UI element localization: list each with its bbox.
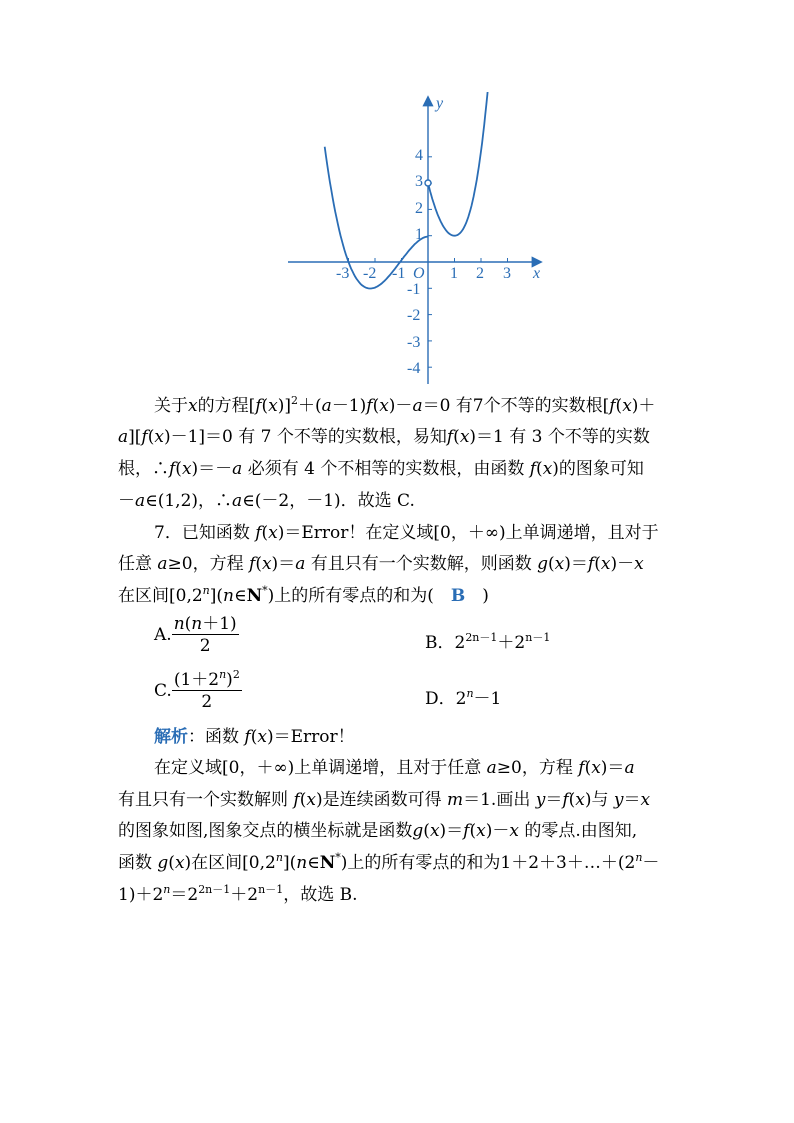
analysis-line-1: 解析：函数 f(x)＝Error！ [154, 727, 355, 747]
x-tick-label: -3 [336, 265, 350, 282]
y-tick-label: 1 [415, 226, 423, 243]
x-tick-label: 1 [450, 265, 458, 282]
option-d: D．$2^n-1$ [425, 687, 502, 709]
analysis-line-3: 有且只有一个实数解则 f(x)是连续函数可得 m＝1.画出 y＝f(x)与 y＝x [118, 790, 651, 810]
y-tick-label: 4 [415, 147, 423, 164]
analysis-line-2: 在定义域[0，＋∞)上单调递增，且对于任意 a≥0，方程 f(x)＝a [154, 758, 635, 778]
y-tick-label: -2 [407, 307, 421, 324]
x-tick-label: -2 [363, 265, 377, 282]
analysis-label: 解析 [154, 727, 188, 747]
prev-solution-line-3: 根，∴f(x)＝－a 必须有 4 个不相等的实数根，由函数 f(x)的图象可知 [118, 459, 644, 479]
option-c-fraction: $\frac{(1+2^n)^2}{2}$ [173, 668, 240, 712]
y-tick-label: -3 [407, 334, 421, 351]
analysis-line-5: 函数 g(x)在区间[0,2$^n$](n∈N*)上的所有零点的和为$1+2+3+\dots+(2^n-$ [118, 851, 660, 873]
y-tick-label: -4 [407, 360, 421, 377]
question-line-3: 在区间[0,2$^n$](n∈N*)上的所有零点的和为( B ) [118, 584, 489, 606]
question-line-2: 任意 a≥0，方程 f(x)＝a 有且只有一个实数解，则函数 g(x)＝f(x)－x [118, 554, 644, 574]
question-line-1: 7．已知函数 f(x)＝Error！在定义域[0，＋∞)上单调递增，且对于 [154, 523, 659, 543]
prev-solution-line-4: －a∈(1,2)，∴a∈(－2，－1)．故选 C. [118, 491, 415, 511]
y-axis-label: y [436, 95, 444, 112]
curve-right-branch [428, 92, 502, 236]
x-tick-label: -1 [392, 265, 406, 282]
option-a-fraction: $\frac{n(n+1)}{2}$ [173, 614, 237, 656]
option-a: A. $\frac{n(n+1)}{2}$ [154, 614, 237, 656]
prev-solution-line-2: a][f(x)－1]＝0 有 7 个不等的实数根，易知f(x)＝1 有 3 个不等的实数 [118, 427, 650, 447]
option-b: B．$2^{2n-1}+2^{n-1}$ [425, 631, 551, 653]
y-tick-label: 2 [415, 200, 423, 217]
y-tick-label: 3 [415, 173, 423, 190]
x-tick-label: 3 [503, 265, 511, 282]
x-tick-label: 2 [476, 265, 484, 282]
analysis-line-4: 的图象如图,图象交点的横坐标就是函数g(x)＝f(x)－x 的零点.由图知, [118, 821, 638, 841]
analysis-line-6: $1)+2^n=2^{2n-1}+2^{n-1}$，故选 B. [118, 883, 358, 905]
function-graph [286, 92, 548, 388]
open-point [425, 180, 431, 186]
answer-mark: B [450, 586, 466, 606]
prev-solution-line-1: 关于x的方程$[f(x)]^2+(a-1)f(x)-a=0$ 有7个不等的实数根[f(x)＋ [154, 394, 656, 416]
option-c: C. $\frac{(1+2^n)^2}{2}$ [154, 668, 240, 712]
x-axis-label: x [533, 265, 541, 282]
y-tick-label: -1 [407, 281, 421, 298]
origin-label: O [413, 265, 425, 282]
